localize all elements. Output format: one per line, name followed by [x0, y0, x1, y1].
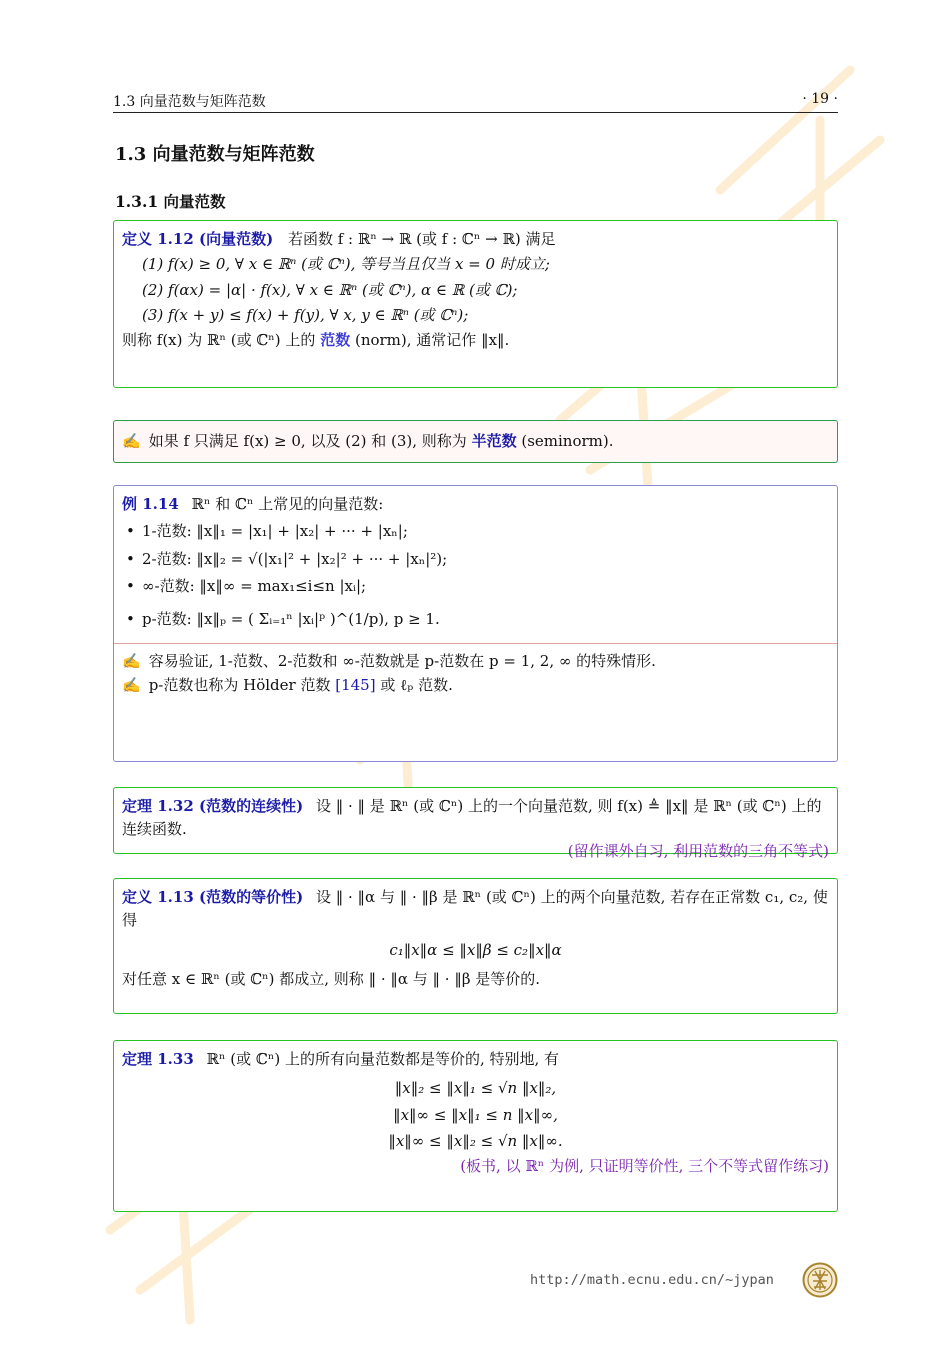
- example-1-14-intro: ℝⁿ 和 ℂⁿ 上常见的向量范数:: [191, 495, 384, 513]
- definition-1-12-conclusion: [122, 329, 829, 352]
- definition-1-12-box: [113, 220, 838, 388]
- norm-1-item: • 1-范数: ‖x‖₁ = |x₁| + |x₂| + ··· + |xₙ|;: [122, 520, 829, 543]
- university-seal-icon: [802, 1262, 838, 1298]
- definition-1-12-label: 定义 1.12 (向量范数): [122, 230, 274, 248]
- theorem-1-33-note: (板书, 以 ℝⁿ 为例, 只证明等价性, 三个不等式留作练习): [460, 1157, 829, 1175]
- header-page-number: · 19 ·: [802, 91, 838, 107]
- pencil-icon: ✍: [122, 652, 141, 671]
- definition-1-12-item-1: (1) f(x) ≥ 0, ∀ x ∈ ℝⁿ (或 ℂⁿ), 等号当且仅当 x = 0 时成立;: [142, 255, 550, 274]
- definition-1-13-body: [122, 886, 829, 933]
- header-section: 1.3 向量范数与矩阵范数: [113, 94, 266, 110]
- theorem-1-33-formula-2: ‖x‖∞ ≤ ‖x‖₁ ≤ n ‖x‖∞,: [393, 1105, 558, 1124]
- theorem-1-32-box: [113, 787, 838, 860]
- subsection-title: 1.3.1 向量范数: [115, 192, 226, 211]
- seminorm-note-box: [113, 420, 838, 463]
- pencil-icon: ✍: [122, 432, 141, 450]
- definition-1-12-item-2: (2) f(αx) = |α| · f(x), ∀ x ∈ ℝⁿ (或 ℂⁿ), α ∈ ℝ (或 ℂ);: [142, 280, 518, 299]
- definition-1-13-label: 定义 1.13 (范数的等价性): [122, 888, 304, 906]
- example-divider: [114, 643, 837, 644]
- example-remark-1: [122, 650, 829, 673]
- example-1-14-box: [113, 485, 838, 762]
- example-remark-2-text-a: p-范数也称为 Hölder 范数: [148, 675, 336, 694]
- theorem-1-33-label: 定理 1.33: [122, 1050, 194, 1068]
- definition-1-12-keyword: 范数: [320, 331, 351, 349]
- seminorm-note-text-b: (seminorm).: [516, 432, 614, 450]
- theorem-1-32-label: 定理 1.32 (范数的连续性): [122, 797, 304, 815]
- seminorm-keyword: 半范数: [471, 432, 517, 450]
- theorem-1-32-text: 设 ‖ · ‖ 是 ℝⁿ (或 ℂⁿ) 上的一个向量范数, 则 f(x) ≜ ‖x‖ 是 ℝⁿ (或 ℂⁿ) 上的连续函数.: [122, 797, 822, 839]
- example-1-14-intro-line: [122, 493, 829, 516]
- theorem-1-33-intro-line: [122, 1048, 829, 1071]
- theorem-1-32-body: [122, 795, 829, 842]
- citation-link[interactable]: [145]: [335, 675, 376, 694]
- theorem-1-33-formula-3: ‖x‖∞ ≤ ‖x‖₂ ≤ √n ‖x‖∞.: [388, 1131, 563, 1150]
- definition-1-12-intro: 若函数 f : ℝⁿ → ℝ (或 f : ℂⁿ → ℝ) 满足: [287, 230, 556, 248]
- theorem-1-32-note: (留作课外自习, 利用范数的三角不等式): [567, 841, 829, 860]
- running-header: [113, 90, 838, 113]
- example-remark-1-text: 容易验证, 1-范数、2-范数和 ∞-范数就是 p-范数在 p = 1, 2, ∞ 的特殊情形.: [148, 652, 656, 671]
- example-remark-2-text-b: 或 ℓₚ 范数.: [375, 675, 453, 694]
- definition-1-13-formula: c₁‖x‖α ≤ ‖x‖β ≤ c₂‖x‖α: [389, 940, 562, 959]
- example-1-14-label: 例 1.14: [122, 495, 179, 513]
- theorem-1-33-box: [113, 1040, 838, 1212]
- footer-url-link[interactable]: http://math.ecnu.edu.cn/~jypan: [530, 1272, 774, 1288]
- definition-1-13-conclusion: 对任意 x ∈ ℝⁿ (或 ℂⁿ) 都成立, 则称 ‖ · ‖α 与 ‖ · ‖β 是等价的.: [122, 969, 541, 988]
- definition-1-13-text: 设 ‖ · ‖α 与 ‖ · ‖β 是 ℝⁿ (或 ℂⁿ) 上的两个向量范数, 若存在正常数 c₁, c₂, 使得: [122, 888, 828, 930]
- norm-2-item: • 2-范数: ‖x‖₂ = √(|x₁|² + |x₂|² + ··· + |xₙ|²);: [122, 548, 829, 571]
- theorem-1-33-text: ℝⁿ (或 ℂⁿ) 上的所有向量范数都是等价的, 特别地, 有: [206, 1050, 560, 1068]
- definition-1-12-intro-line: [122, 228, 829, 251]
- theorem-1-33-formula-1: ‖x‖₂ ≤ ‖x‖₁ ≤ √n ‖x‖₂,: [394, 1079, 557, 1098]
- pencil-icon: ✍: [122, 675, 141, 694]
- definition-1-13-box: [113, 878, 838, 1014]
- section-title: 1.3 向量范数与矩阵范数: [115, 144, 315, 165]
- norm-inf-item: • ∞-范数: ‖x‖∞ = max₁≤i≤n |xᵢ|;: [122, 575, 829, 598]
- definition-1-12-item-3: (3) f(x + y) ≤ f(x) + f(y), ∀ x, y ∈ ℝⁿ (或 ℂⁿ);: [142, 305, 469, 324]
- seminorm-note-text-a: 如果 f 只满足 f(x) ≥ 0, 以及 (2) 和 (3), 则称为: [148, 432, 472, 450]
- norm-p-item: • p-范数: ‖x‖ₚ = ( Σᵢ₌₁ⁿ |xᵢ|ᵖ )^(1/p), p ≥ 1.: [122, 608, 829, 631]
- definition-1-12-conclusion-a: 则称 f(x) 为 ℝⁿ (或 ℂⁿ) 上的: [122, 331, 321, 349]
- definition-1-12-conclusion-b: (norm), 通常记作 ‖x‖.: [350, 331, 510, 349]
- example-remark-2: [122, 674, 829, 697]
